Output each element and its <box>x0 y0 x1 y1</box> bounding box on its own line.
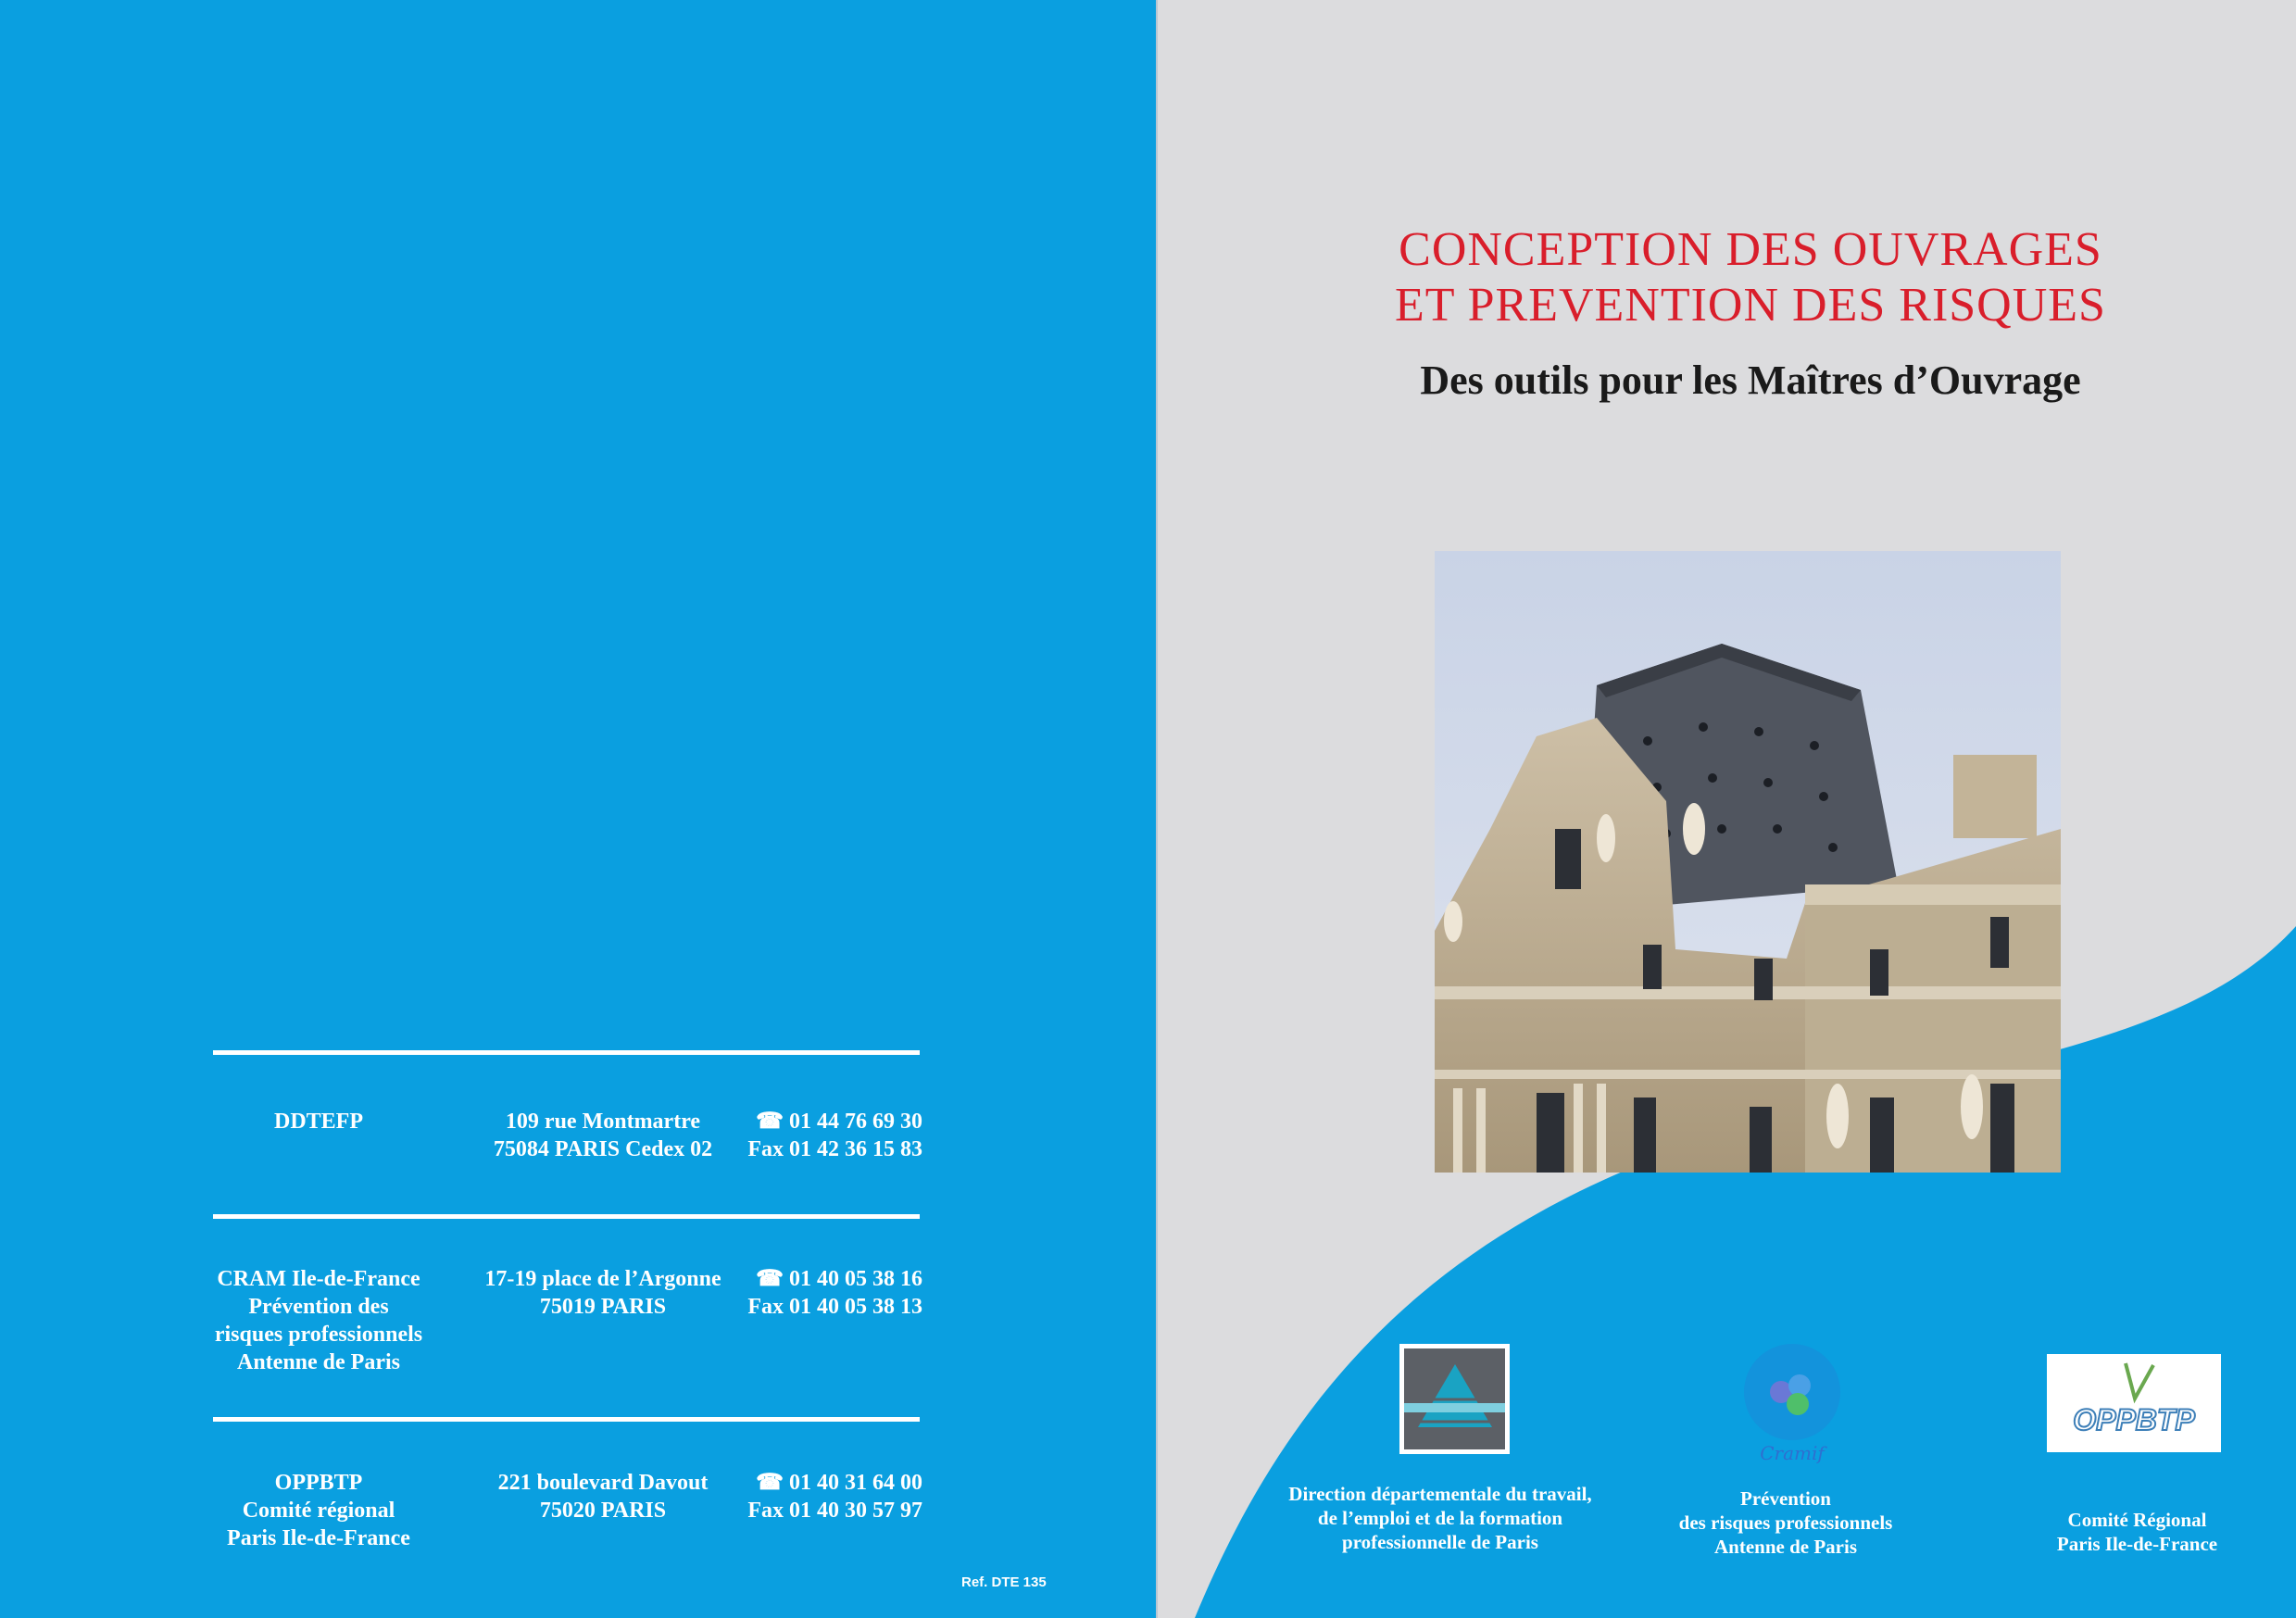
ddtefp-logo <box>1399 1344 1510 1454</box>
contact-phone-cram: ☎ 01 40 05 38 16 Fax 01 40 05 38 13 <box>747 1267 922 1319</box>
divider-rule <box>213 1417 920 1422</box>
svg-text:Cramif: Cramif <box>1760 1442 1825 1464</box>
contact-phone-oppbtp: ☎ 01 40 31 64 00 Fax 01 40 30 57 97 <box>747 1471 922 1523</box>
contact-address-oppbtp: 221 boulevard Davout 75020 PARIS <box>497 1471 709 1523</box>
contact-org-cram: CRAM Ile-de-France Prévention des risques professionnels Antenne de Paris <box>214 1267 423 1374</box>
contact-phone-ddtefp: ☎ 01 44 76 69 30 Fax 01 42 36 15 83 <box>747 1110 922 1161</box>
reference-code: Ref. DTE 135 <box>961 1574 1047 1590</box>
cover-subtitle: Des outils pour les Maîtres d’Ouvrage <box>1420 357 2081 403</box>
cramif-logo <box>1735 1341 1851 1466</box>
divider-rule <box>213 1050 920 1055</box>
logo-caption-oppbtp: Comité Régional Paris Ile-de-France <box>2056 1509 2218 1555</box>
contact-org-ddtefp: DDTEFP <box>274 1110 363 1134</box>
contact-address-ddtefp: 109 rue Montmartre 75084 PARIS Cedex 02 <box>493 1110 713 1161</box>
contact-address-cram: 17-19 place de l’Argonne 75019 PARIS <box>484 1267 721 1319</box>
cover-title: CONCEPTION DES OUVRAGES ET PREVENTION DES RISQUES <box>1395 223 2106 332</box>
contact-org-oppbtp: OPPBTP Comité régional Paris Ile-de-France <box>227 1471 410 1550</box>
svg-text:OPPBTP: OPPBTP <box>2073 1403 2195 1436</box>
oppbtp-logo <box>2047 1354 2221 1452</box>
divider-rule <box>213 1214 920 1219</box>
louvre-photo <box>1435 551 2061 1173</box>
logo-caption-ddtefp: Direction départementale du travail, de l’emploi et de la formation professionnelle de Paris <box>1288 1483 1592 1553</box>
logo-caption-cramif: Prévention des risques professionnels Antenne de Paris <box>1678 1487 1893 1558</box>
